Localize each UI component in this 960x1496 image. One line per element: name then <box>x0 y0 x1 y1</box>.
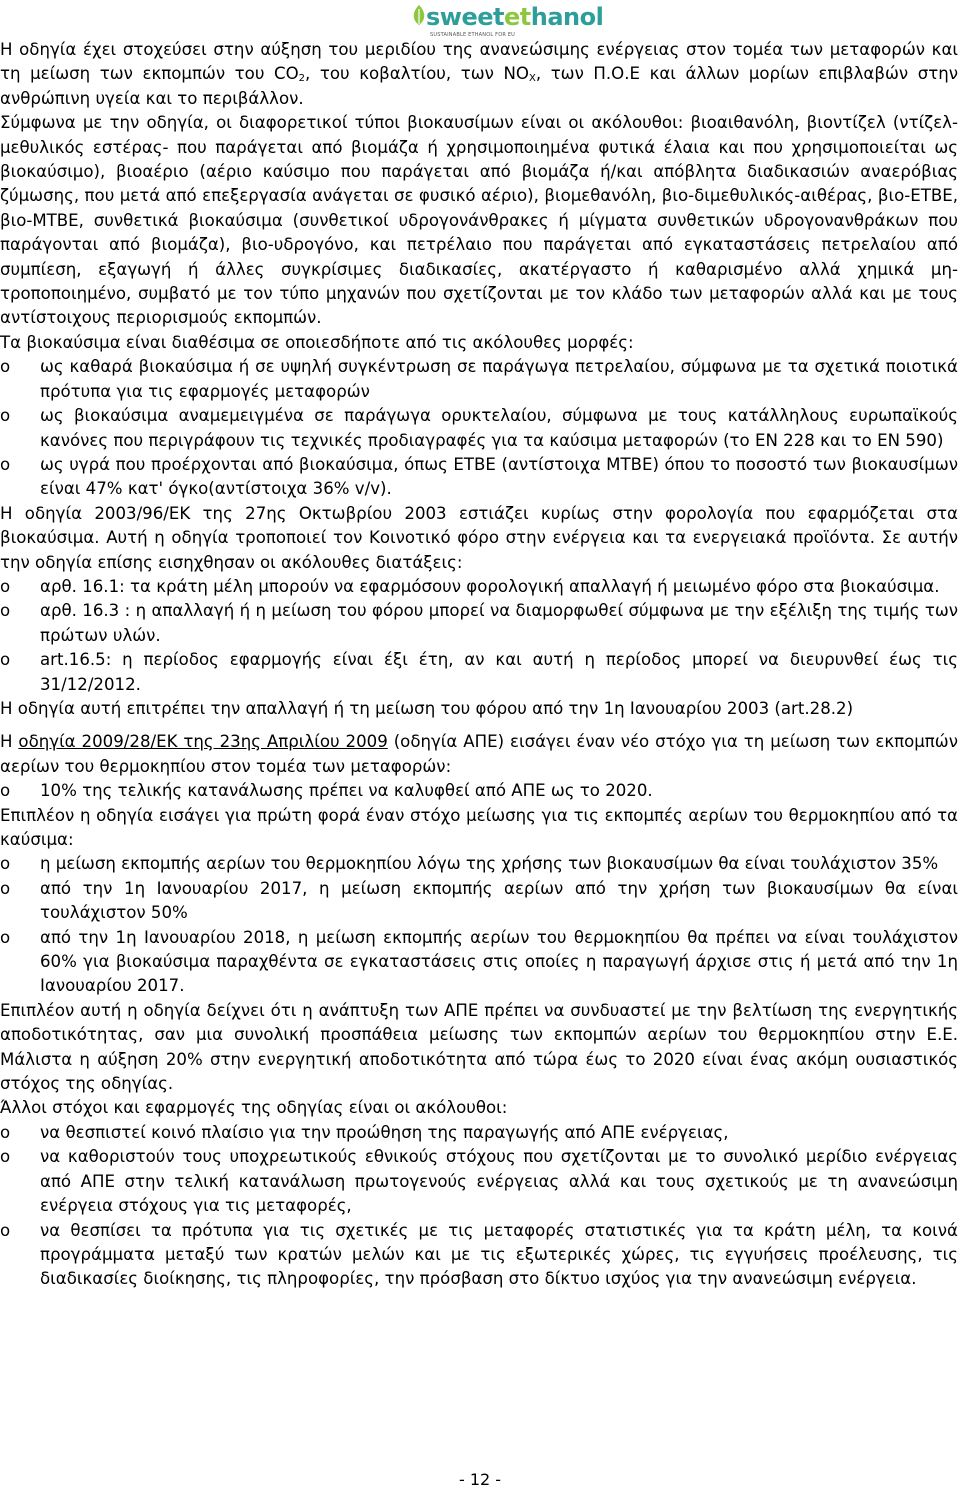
bullet-marker: o <box>0 454 11 474</box>
list-item: o 10% της τελικής κατανάλωσης πρέπει να καλυφθεί από ΑΠΕ ως το 2020. <box>0 779 958 803</box>
bullet-marker: o <box>0 576 11 596</box>
directive-link[interactable]: οδηγία 2009/28/ΕΚ της 23ης Απριλίου 2009 <box>18 732 388 752</box>
list-target <box>0 779 958 803</box>
bullet-marker: o <box>0 878 11 898</box>
bullet-marker: o <box>0 601 11 621</box>
list-item: o να θεσπιστεί κοινό πλαίσιο για την προώθηση της παραγωγής από ΑΠΕ ενέργειας, <box>0 1121 958 1145</box>
bullet-marker: o <box>0 1147 11 1167</box>
list-item: o η μείωση εκπομπής αερίων του θερμοκηπίου λόγω της χρήσης των βιοκαυσίμων θα είναι τουλάχιστον 35% <box>0 852 958 876</box>
list-ghg <box>0 852 958 998</box>
logo <box>408 2 604 40</box>
bullet-marker: o <box>0 406 11 426</box>
bullet-marker: o <box>0 650 11 670</box>
paragraph-efficiency: Επιπλέον αυτή η οδηγία δείχνει ότι η ανάπτυξη των ΑΠΕ πρέπει να συνδυαστεί με την βελτίωση της ενεργητικής αποδοτικότητας, σαν μια συνολική προσπάθεια μείωσης των εκπομπών αερίων του θερμοκηπίου στην Ε.Ε. Μάλιστα η αύξηση 20% στην ενεργητική αποδοτικότητα από τώρα έως το 2020 είναι ένας ακόμη ουσιαστικός στόχος της οδηγίας. <box>0 1000 958 1094</box>
paragraph-directive-2003: Η οδηγία 2003/96/ΕΚ της 27ης Οκτωβρίου 2003 εστιάζει κυρίως στην φορολογία που εφαρμόζεται στα βιοκαύσιμα. Αυτή η οδηγία τροποποιεί τον Κοινοτικό φόρο στην ενέργεια και τα ενεργειακά προϊόντα. Σε αυτήν την οδηγία επίσης εισηχθησαν οι ακόλουθες διατάξεις: <box>0 503 958 572</box>
list-item: o αρθ. 16.1: τα κράτη μέλη μπορούν να εφαρμόσουν φορολογική απαλλαγή ή μειωμένο φόρο στα βιοκαύσιμα. <box>0 575 958 599</box>
paragraph-ghg-target: Επιπλέον η οδηγία εισάγει για πρώτη φορά έναν στόχο μείωσης για τις εκπομπές αερίων του θερμοκηπίου από τα καύσιμα: <box>0 805 958 849</box>
list-item: o αρθ. 16.3 : η απαλλαγή ή η μείωση του φόρου μπορεί να διαμορφωθεί σύμφωνα με την εξέλιξη της τιμής των πρώτων υλών. <box>0 601 958 645</box>
document-body <box>0 38 958 1292</box>
bullet-marker: o <box>0 1220 11 1240</box>
list-item: o να θεσπίσει τα πρότυπα για τις σχετικές με τις μεταφορές στατιστικές για τα κράτη μέλη, τα κοινά προγράμματα μεταξύ των κρατών μελών και με τις εξωτερικές χώρες, τις εγγυήσεις προέλευσης, τις διαδικασίες διοίκησης, τις πληροφορίες, την πρόσβαση στο δίκτυο ισχύος για την ανανεώσιμη ενέργεια. <box>0 1220 958 1289</box>
list-item: o ως βιοκαύσιμα αναμεμειγμένα σε παράγωγα ορυκτελαίου, σύμφωνα με τους κατάλληλους ευρωπαϊκούς κανόνες που περιγράφουν τις τεχνικές προδιαγραφές για τα καύσιμα μεταφορών (το ΕΝ 228 και το ΕΝ 590) <box>0 406 958 450</box>
bullet-marker: o <box>0 854 11 874</box>
logo-wordmark: sweetethanol <box>426 3 604 31</box>
paragraph-intro: Η οδηγία έχει στοχεύσει στην αύξηση του μεριδίου της ανανεώσιμης ενέργειας στον τομέα των μεταφορών και τη μείωση των εκπομπών του $CO_2$, του κοβαλτίου, των $NO_X$, των Π.Ο.Ε και άλλων μορίων επιβλαβών στην ανθρώπινη υγεία και το περιβάλλον. <box>0 40 959 108</box>
list-other <box>0 1121 958 1292</box>
list-item: o ως καθαρά βιοκαύσιμα ή σε υψηλή συγκέντρωση σε παράγωγα πετρελαίου, σύμφωνα με τα σχετικά ποιοτικά πρότυπα για τις εφαρμογές μεταφορών <box>0 357 958 401</box>
bullet-marker: o <box>0 781 11 801</box>
list-forms <box>0 355 958 501</box>
list-item: o από την 1η Ιανουαρίου 2018, η μείωση εκπομπής αερίων του θερμοκηπίου θα πρέπει να είναι τουλάχιστον 60% για βιοκαύσιμα παραχθέντα σε εγκαταστάσεις στις οποίες η παραγωγή άρχισε στις ή μετά από την 1η Ιανουαρίου 2017. <box>0 927 958 996</box>
paragraph-forms-intro: Τα βιοκαύσιμα είναι διαθέσιμα σε οποιεσδήποτε από τις ακόλουθες μορφές: <box>0 332 634 352</box>
list-item: o να καθοριστούν τους υποχρεωτικούς εθνικούς στόχους που σχετίζονται με το συνολικό μερίδιο ενέργειας από ΑΠΕ στην τελική κατανάλωση πρωτογενούς ενέργειας αλλά και τους σχετικούς με τη ανανεώσιμη ενέργεια στόχους για τις μεταφορές, <box>0 1147 958 1216</box>
bullet-marker: o <box>0 927 11 947</box>
paragraph-biofuel-types: Σύμφωνα με την οδηγία, οι διαφορετικοί τύποι βιοκαυσίμων είναι οι ακόλουθοι: βιοαιθανόλη, βιοντίζελ (ντίζελ-μεθυλικός εστέρας- που παράγεται από βιομάζα ή χρησιμοποιημένα φυτικά έλαια και που χρησιμοποιείται ως βιοκαύσιμο), βιοαέριο (αέριο καύσιμο που παράγεται από βιομάζα ή/και απόβλητα διαδικασιών αναερόβιας ζύμωσης, που μετά από επεξεργασία ανάγεται σε φυσικό αέριο), βιομεθανόλη, βιο-διμεθυλικός-αιθέρας, βιο-ΕΤΒΕ, βιο-ΜΤΒΕ, συνθετικά βιοκαύσιμα (συνθετικοί υδρογονάνθρακες ή μίγματα συνθετικών υδρογονανθράκων που παράγονται από βιομάζα), βιο-υδρογόνο, και πετρέλαιο που παράγεται από εγκαταστάσεις πετρελαίου από συμπίεση, εξαγωγή ή άλλες συγκρίσιμες διαδικασίες, ακατέργαστο ή καθαρισμένο αλλά χημικά μη-τροποποιημένο, συμβατό με τον τύπο μηχανών που σχετίζονται με τον κλάδο των μεταφορών αλλά και με τους αντίστοιχους περιορισμούς εκπομπών. <box>0 113 958 328</box>
page-number: - 12 - <box>458 1470 502 1489</box>
paragraph-directive-2009: Η οδηγία 2009/28/ΕΚ της 23ης Απριλίου 2009 (οδηγία ΑΠΕ) εισάγει έναν νέο στόχο για τη μείωση των εκπομπών αερίων του θερμοκηπίου στον τομέα των μεταφορών: <box>0 732 958 776</box>
paragraph-exemption: Η οδηγία αυτή επιτρέπει την απαλλαγή ή τη μείωση του φόρου από την 1η Ιανουαρίου 2003 (art.28.2) <box>0 698 854 718</box>
bullet-marker: o <box>0 357 11 377</box>
list-articles <box>0 575 958 697</box>
paragraph-other-goals: Άλλοι στόχοι και εφαρμογές της οδηγίας είναι οι ακόλουθοι: <box>0 1098 508 1118</box>
logo-tagline: SUSTAINABLE ETHANOL FOR EU <box>430 32 516 38</box>
list-item: o από την 1η Ιανουαρίου 2017, η μείωση εκπομπής αερίων από την χρήση των βιοκαυσίμων θα είναι τουλάχιστον 50% <box>0 878 958 923</box>
list-item: o art.16.5: η περίοδος εφαρμογής είναι έξι έτη, αν και αυτή η περίοδος μπορεί να διευρυνθεί έως τις 31/12/2012. <box>0 650 958 694</box>
list-item: o ως υγρά που προέρχονται από βιοκαύσιμα, όπως ΕΤΒΕ (αντίστοιχα ΜΤΒΕ) όπου το ποσοστό των βιοκαυσίμων είναι 47% κατ' όγκο(αντίστοιχα 36% v/v). <box>0 454 958 499</box>
bullet-marker: o <box>0 1122 11 1142</box>
